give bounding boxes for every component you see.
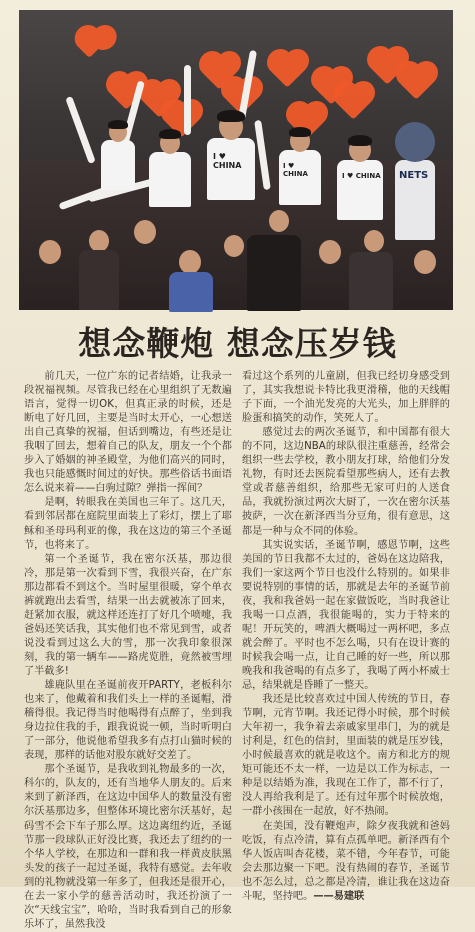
right-column <box>242 370 450 904</box>
paragraph-text: 在美国，没有鞭炮声，除夕夜我就和爸妈吃饭，有点冷清，算有点孤单吧。新泽西有个华人饭店叫杏花楼，菜不错，今年春节，可能会去那边聚一下吧。没有热闹的春节，圣诞节也不怎么过，总之都是冷清，谁让我在这边奋斗呢，坚持吧。 <box>242 820 450 902</box>
crowd-scene <box>19 10 453 310</box>
paragraph: 是啊，转眼我在美国也三年了。这几天，看到邻居都在庭院里面装上了彩灯，摆上了耶稣和圣母玛利亚的像，我在这边的第三个圣诞节，也将来了。 <box>24 497 232 551</box>
paragraph <box>242 820 450 904</box>
shirt-text: I ♥ CHINA <box>283 162 308 178</box>
left-column <box>24 370 232 932</box>
paragraph: 看过这个系列的儿童剧，但我已经切身感受到了，其实我想说卡特比我更滑稽，他的天线帽子下面，一个油光发亮的大光头，加上胖胖的脸蛋和搞笑的动作，笑死人了。 <box>242 371 450 425</box>
paragraph: 我还是比较喜欢过中国人传统的节日，春节啊，元宵节啊。我还记得小时候，那个时候大年初一，我争着去亲戚家里串门，为的就是讨利是，红色的信封，里面装的就是压岁钱，小时候最喜欢的就是收这个。南方和北方的规矩可能还不太一样，一边是以工作为标志，一种是以结婚为准，我现在工作了，都不行了，没人再给我利是了。还有过年那个时候放炮，一群小孩围在一起放，好不热闹。 <box>242 694 450 818</box>
paragraph: 雄鹿队里在圣诞前夜开PARTY，老板科尔也来了，他戴着和我们头上一样的圣诞帽，滑稽得很。我记得当时他喝得有点醉了，坐到我身边拉住我的手，跟我说说一顿，当时听明白了一部分，他说他希望我多有点打山猫时候的表现，那样的话他对股东就好交差了。 <box>24 680 232 762</box>
paragraph: 第一个圣诞节，我在密尔沃基，那边很冷，那是第一次看到下雪，我很兴奋，在广东那边都看不到这个。当时屋里很暖，穿个单衣裤就跑出去看雪，结果一出去就被冻了回来，赶紧加衣服，就这样还连打了好几个喷嚏，我爸妈还笑话我，其实他们也不常见到雪，或者说没看到过这么大的雪，那一次我印象很深刻，我的第一辆车——路虎览胜，竟然被雪埋了半截多! <box>24 553 232 677</box>
shirt-text: I ♥ CHINA <box>213 152 242 170</box>
headline: 想念鞭炮 想念压岁钱 <box>78 324 397 363</box>
jersey-text: NETS <box>399 170 429 181</box>
paragraph: 那个圣诞节，是我收到礼物最多的一次，科尔的，队友的，还有当地华人朋友的。后来来到了新泽西，在这边中国华人的数量没有密尔沃基那边多，但整体环境比密尔沃基好，起码雪不会下车子那么厚。这边离纽约近，圣诞节那一段球队正好没比赛，我还去了纽约的一个华人学校，在那边和一群和我一样黄皮肤黑头发的孩子一起过圣诞，我特有感觉。去年收到的礼物就没第一年多了，但我还是很开心，在去一家小学的慈善活动时，我还扮演了一次“天线宝宝”，哈哈，当时我看到自己的形象乐坏了，虽然我没 <box>24 764 232 930</box>
byline: ——易建联 <box>313 890 365 902</box>
shirt-text: I ♥ CHINA <box>342 172 381 180</box>
paragraph: 前几天，一位广东的记者结婚，让我录一段祝福视频。尽管我已经在心里组织了无数遍语言，觉得一切OK，但真正录的时候，还是断电了好几回，主要是当时太开心，一心想送出自己真挚的祝福，但话到嘴边，有些还是让我咽了回去，想着自己的队友，朋友一个个都步入了婚姻的神圣殿堂，为他们高兴的同时，我也只能感慨时间过的好快。那些俗话书面语怎么说来着——白驹过隙？弹指一挥间？ <box>24 371 232 495</box>
crowd-photo <box>19 10 453 310</box>
paragraph: 感觉过去的两次圣诞节，和中国都有很大的不同，这边NBA的球队很注重慈善，经常会组织一些去学校，教小朋友打球，给他们分发礼物，有时还去医院看望那些病人，还有去教堂或者慈善组织，给那些无家可归的人送食品，我就扮演过两次大厨了，一次在密尔沃基披萨，一次在新泽西当分豆角，很有意思，这都是一种与众不同的体验。 <box>242 427 450 537</box>
paragraph: 其实说实话，圣诞节啊，感恩节啊，这些美国的节日我都不太过的，爸妈在这边陪我，我们一家这两个节日也没什么特别的。如果非要说特别的事情的话，那就是去年的圣诞节前夜，我和我爸妈一起在家做饭吃，当时我爸让我喝一口点酒，我很能喝的，实力于特来的呢！开玩笑的，啤酒大概喝过一两杯吧，多点就会醉了。平时也不怎么喝，只有在设计赛的时候我会喝一点，让自己睡的好一些，所以那晚我和我爸喝的有点多了，我喝了两小杯威士忌，结果就是昏睡了一整天。 <box>242 539 450 692</box>
